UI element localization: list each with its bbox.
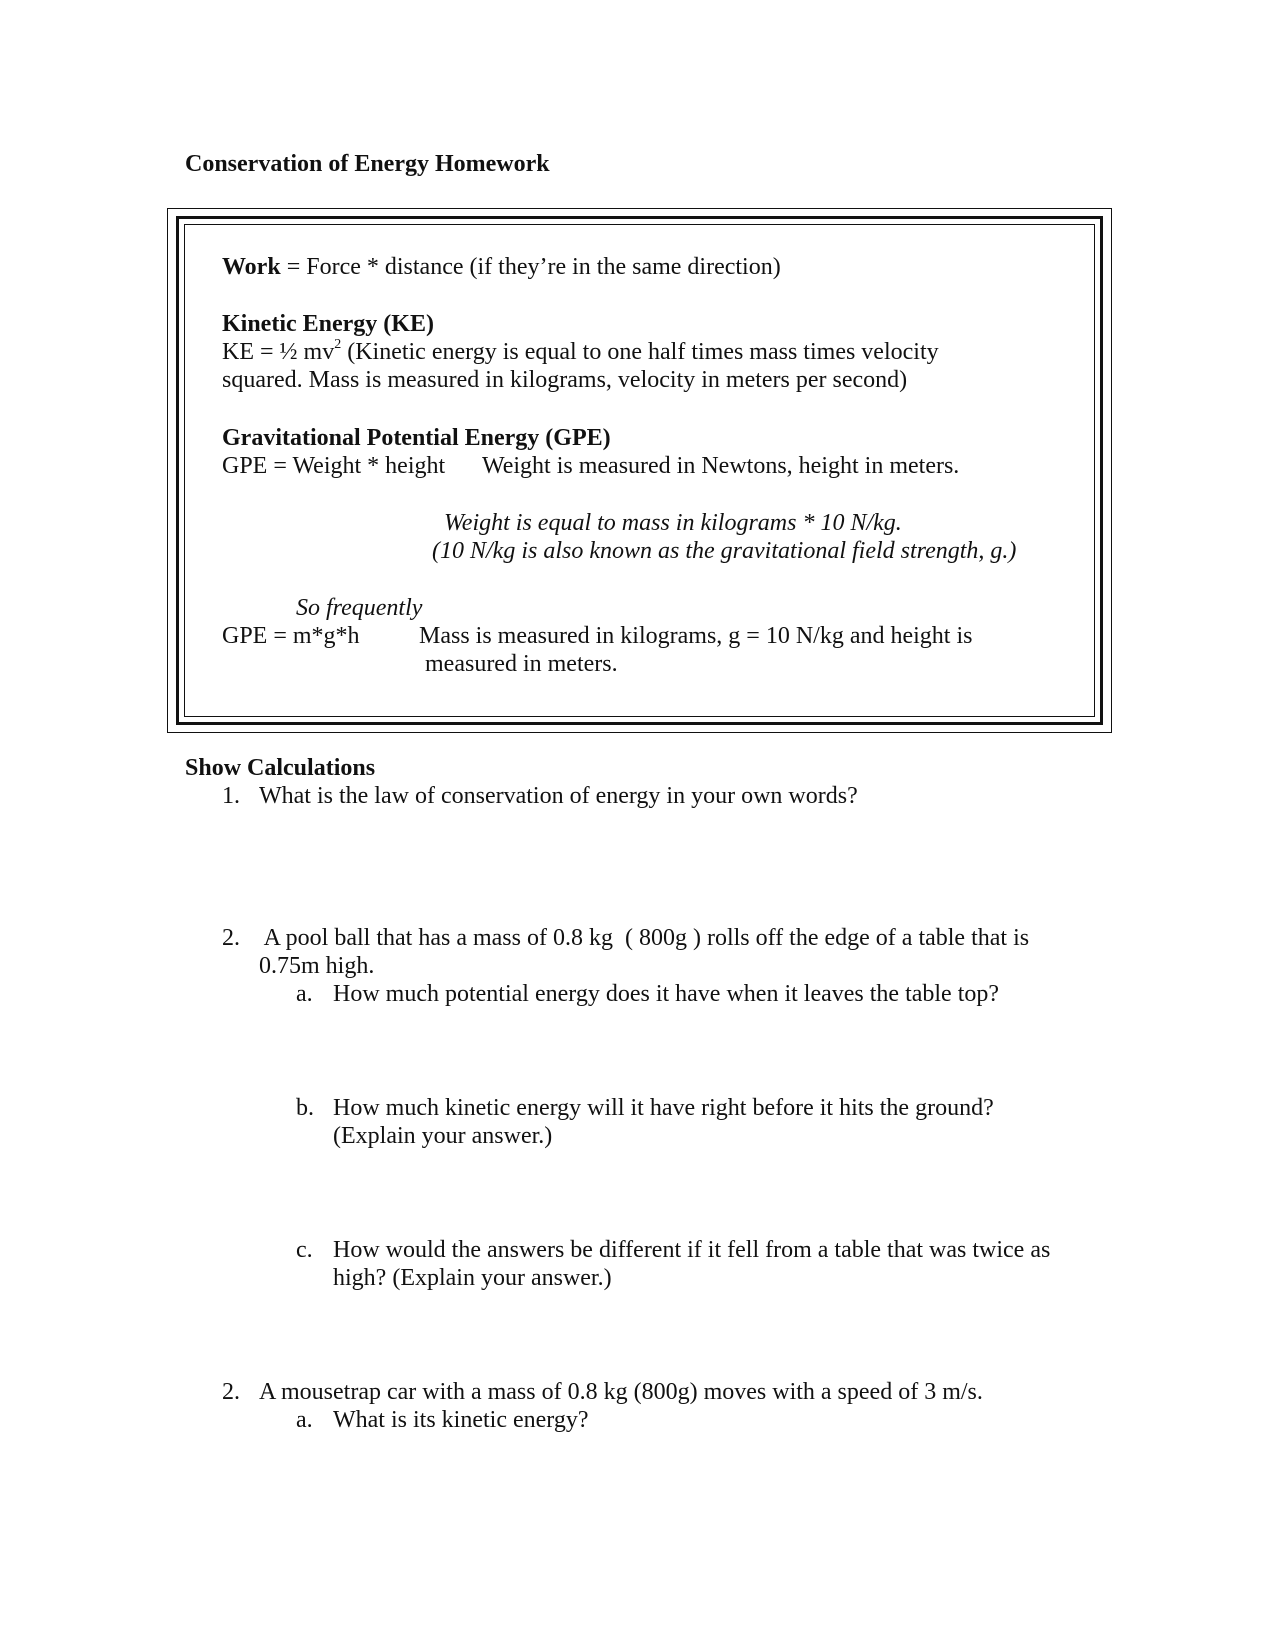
ke-formula-pre: KE = ½ mv xyxy=(222,339,335,365)
kinetic-energy-heading: Kinetic Energy (KE) xyxy=(222,311,434,337)
kinetic-energy-formula xyxy=(222,338,939,366)
question-2-number: 2. xyxy=(222,925,240,951)
work-definition xyxy=(222,253,781,281)
gpe-mgh-units-line1: Mass is measured in kilograms, g = 10 N/kg and height is xyxy=(419,623,973,649)
question-3a-text: What is its kinetic energy? xyxy=(333,1407,589,1433)
work-label: Work xyxy=(222,254,281,280)
question-2a-label: a. xyxy=(296,981,313,1007)
kinetic-energy-explanation: squared. Mass is measured in kilograms, velocity in meters per second) xyxy=(222,367,908,393)
gpe-mgh-formula: GPE = m*g*h xyxy=(222,623,360,649)
question-2a-text: How much potential energy does it have when it leaves the table top? xyxy=(333,981,1000,1007)
field-strength-note: (10 N/kg is also known as the gravitational field strength, g.) xyxy=(432,538,1017,564)
question-2-line2: 0.75m high. xyxy=(259,953,375,979)
ke-formula-post: (Kinetic energy is equal to one half times mass times velocity xyxy=(341,339,939,365)
question-2b-line2: (Explain your answer.) xyxy=(333,1123,553,1149)
question-2b-line1: How much kinetic energy will it have right before it hits the ground? xyxy=(333,1095,994,1121)
page-title: Conservation of Energy Homework xyxy=(185,151,550,177)
gpe-mgh-units-line2: measured in meters. xyxy=(425,651,618,677)
question-3a-label: a. xyxy=(296,1407,313,1433)
gpe-heading: Gravitational Potential Energy (GPE) xyxy=(222,425,611,451)
question-2c-line1: How would the answers be different if it fell from a table that was twice as xyxy=(333,1237,1051,1263)
question-1-number: 1. xyxy=(222,783,240,809)
question-3-text: A mousetrap car with a mass of 0.8 kg (800g) moves with a speed of 3 m/s. xyxy=(259,1379,983,1405)
calculations-heading: Show Calculations xyxy=(185,755,376,781)
so-frequently-note: So frequently xyxy=(296,595,423,621)
weight-note: Weight is equal to mass in kilograms * 10 N/kg. xyxy=(444,510,902,536)
gpe-units: Weight is measured in Newtons, height in meters. xyxy=(482,453,960,479)
question-2c-line2: high? (Explain your answer.) xyxy=(333,1265,612,1291)
question-3-number: 2. xyxy=(222,1379,240,1405)
work-text: = Force * distance (if they’re in the same direction) xyxy=(280,254,781,280)
gpe-formula: GPE = Weight * height xyxy=(222,453,446,479)
question-2b-label: b. xyxy=(296,1095,314,1121)
question-1-text: What is the law of conservation of energy in your own words? xyxy=(259,783,858,809)
question-2c-label: c. xyxy=(296,1237,313,1263)
question-2-line1: A pool ball that has a mass of 0.8 kg ( 800g ) rolls off the edge of a table that is xyxy=(259,925,1030,951)
ke-formula-exponent: 2 xyxy=(334,337,342,352)
